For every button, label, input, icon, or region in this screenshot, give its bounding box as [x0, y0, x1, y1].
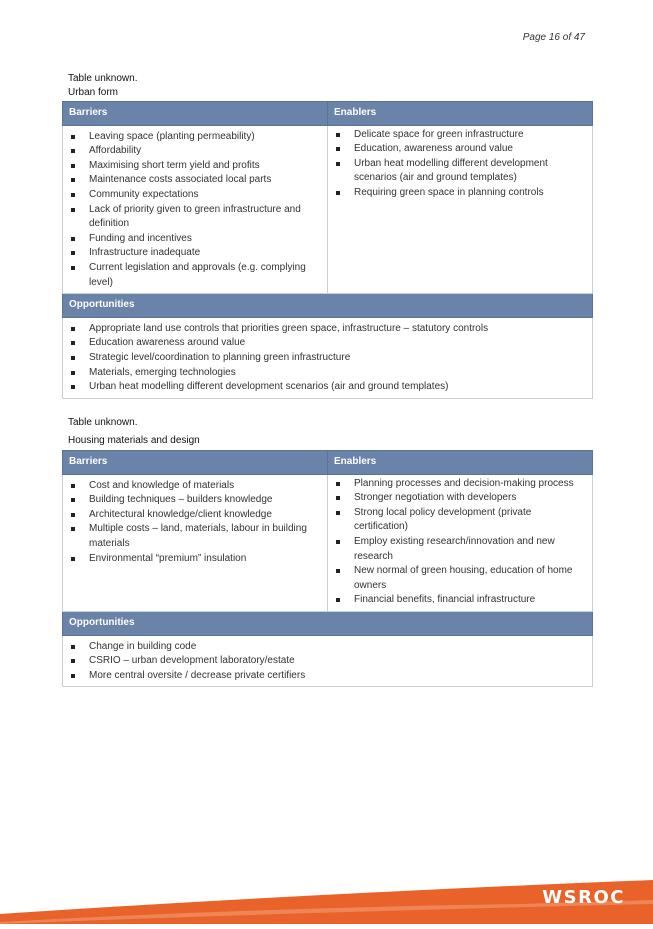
barriers-cell — [63, 125, 328, 294]
table-title: Urban form — [68, 87, 119, 98]
list-item: Delicate space for green infrastructure — [334, 128, 586, 143]
opportunities-header: Opportunities — [63, 611, 593, 635]
enablers-list — [334, 477, 586, 608]
wsroc-logo: WSROC — [542, 887, 625, 908]
housing-materials-table — [62, 450, 593, 687]
list-item: Strong local policy development (private certification) — [334, 506, 586, 535]
list-item: CSRIO – urban development laboratory/estate — [69, 654, 586, 669]
list-item: Lack of priority given to green infrastructure and definition — [69, 203, 321, 232]
list-item: Infrastructure inadequate — [69, 246, 321, 261]
barriers-list — [69, 130, 321, 291]
opportunities-header: Opportunities — [63, 294, 593, 318]
enablers-header: Enablers — [328, 102, 593, 126]
footer-band — [0, 864, 653, 924]
table-title: Housing materials and design — [68, 435, 200, 446]
list-item: Education awareness around value — [69, 336, 586, 351]
list-item: New normal of green housing, education of home owners — [334, 564, 586, 593]
list-item: Appropriate land use controls that priorities green space, infrastructure – statutory controls — [69, 322, 586, 337]
list-item: Cost and knowledge of materials — [69, 479, 321, 494]
list-item: Architectural knowledge/client knowledge — [69, 508, 321, 523]
list-item: Affordability — [69, 144, 321, 159]
list-item: Urban heat modelling different development scenarios (air and ground templates) — [334, 157, 586, 186]
list-item: Current legislation and approvals (e.g. complying level) — [69, 261, 321, 290]
barriers-cell — [63, 474, 328, 611]
opportunities-list — [69, 322, 586, 395]
list-item: Community expectations — [69, 188, 321, 203]
list-item: Building techniques – builders knowledge — [69, 493, 321, 508]
urban-form-table — [62, 101, 593, 399]
list-item: Funding and incentives — [69, 232, 321, 247]
list-item: Employ existing research/innovation and new research — [334, 535, 586, 564]
table-caption-label: Table unknown. — [68, 73, 138, 84]
enablers-cell — [328, 474, 593, 611]
list-item: Leaving space (planting permeability) — [69, 130, 321, 145]
list-item: Environmental “premium” insulation — [69, 552, 321, 567]
opportunities-cell — [63, 635, 593, 687]
list-item: Materials, emerging technologies — [69, 366, 586, 381]
list-item: More central oversite / decrease private certifiers — [69, 669, 586, 684]
barriers-list — [69, 479, 321, 567]
list-item: Multiple costs – land, materials, labour in building materials — [69, 522, 321, 551]
enablers-cell — [328, 125, 593, 294]
table-caption-label: Table unknown. — [68, 417, 138, 428]
list-item: Planning processes and decision-making process — [334, 477, 586, 492]
list-item: Change in building code — [69, 640, 586, 655]
opportunities-list — [69, 640, 586, 684]
barriers-header: Barriers — [63, 102, 328, 126]
barriers-header: Barriers — [63, 451, 328, 475]
list-item: Financial benefits, financial infrastructure — [334, 593, 586, 608]
list-item: Maintenance costs associated local parts — [69, 173, 321, 188]
list-item: Education, awareness around value — [334, 142, 586, 157]
list-item: Stronger negotiation with developers — [334, 491, 586, 506]
list-item: Maximising short term yield and profits — [69, 159, 321, 174]
opportunities-cell — [63, 317, 593, 398]
page-number: Page 16 of 47 — [522, 32, 585, 43]
list-item: Urban heat modelling different development scenarios (air and ground templates) — [69, 380, 586, 395]
list-item: Requiring green space in planning controls — [334, 186, 586, 201]
enablers-list — [334, 128, 586, 201]
table-caption-1 — [68, 72, 138, 100]
table-caption-2 — [68, 416, 200, 448]
list-item: Strategic level/coordination to planning green infrastructure — [69, 351, 586, 366]
enablers-header: Enablers — [328, 451, 593, 475]
